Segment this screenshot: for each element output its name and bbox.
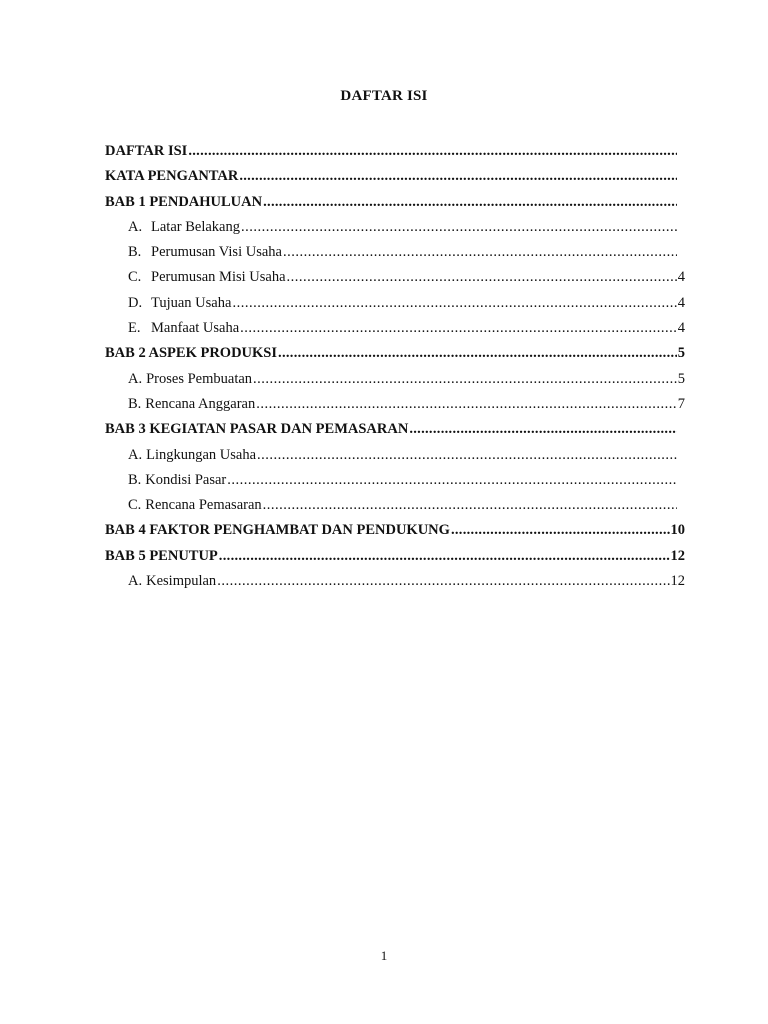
page-number: 1 (380, 948, 388, 963)
dot-leader (257, 447, 677, 464)
toc-subsection-entry (105, 371, 685, 396)
toc-entry-marker: B. (128, 395, 142, 412)
toc-chapter-entry (105, 548, 685, 573)
toc-subsection-entry (105, 219, 685, 244)
toc-entry-label-group (105, 345, 277, 362)
toc-entry-marker: A. (128, 573, 143, 590)
table-of-contents (105, 143, 685, 598)
toc-entry-label: Kesimpulan (146, 573, 217, 590)
toc-entry-page-number: 4 (677, 320, 685, 337)
toc-subsection-entry (105, 497, 685, 522)
toc-entry-label-group (105, 371, 252, 388)
dot-leader (217, 573, 669, 590)
toc-entry-label-group (105, 143, 187, 160)
toc-entry-label-group (105, 396, 255, 413)
toc-entry-page-number: 12 (670, 573, 685, 590)
toc-entry-label-group (105, 295, 231, 312)
toc-entry-page-number: 4 (677, 294, 685, 311)
toc-entry-label: Perumusan Misi Usaha (151, 269, 286, 286)
toc-subsection-entry (105, 573, 685, 598)
toc-subsection-entry (105, 396, 685, 421)
toc-entry-label-group (105, 522, 450, 539)
dot-leader (263, 194, 677, 211)
toc-entry-page-number: 5 (677, 345, 685, 362)
toc-entry-marker: E. (128, 320, 141, 337)
toc-entry-page-number: 4 (677, 269, 685, 286)
toc-entry-label: Proses Pembuatan (146, 370, 253, 387)
toc-entry-label: Rencana Anggaran (145, 395, 256, 412)
toc-entry-marker: A. (128, 218, 143, 235)
toc-entry-marker: A. (128, 370, 143, 387)
toc-subsection-entry (105, 447, 685, 472)
toc-entry-page-number: 5 (677, 370, 685, 387)
toc-entry-label: Rencana Pemasaran (145, 497, 262, 514)
dot-leader (188, 143, 677, 160)
toc-entry-marker: D. (128, 294, 143, 311)
toc-entry-label-group (105, 320, 239, 337)
toc-entry-label: BAB 5 PENUTUP (105, 547, 218, 564)
toc-entry-label: Tujuan Usaha (151, 294, 232, 311)
toc-entry-label: KATA PENGANTAR (105, 168, 239, 185)
toc-entry-label-group (105, 447, 256, 464)
toc-entry-label-group (105, 269, 286, 286)
toc-entry-label-group (105, 194, 262, 211)
toc-entry-page-number: 10 (670, 522, 685, 539)
dot-leader (240, 320, 677, 337)
toc-chapter-entry (105, 194, 685, 219)
dot-leader (232, 295, 676, 312)
document-title: DAFTAR ISI (340, 88, 428, 104)
toc-entry-label: BAB 3 KEGIATAN PASAR DAN PEMASARAN (105, 421, 409, 438)
dot-leader (278, 345, 677, 362)
dot-leader (287, 269, 677, 286)
toc-entry-page-number: 12 (670, 547, 685, 564)
toc-chapter-entry (105, 345, 685, 370)
toc-entry-marker: A. (128, 446, 143, 463)
dot-leader (241, 219, 677, 236)
dot-leader (451, 522, 670, 539)
toc-subsection-entry (105, 472, 685, 497)
toc-entry-label-group (105, 219, 240, 236)
dot-leader (409, 421, 677, 438)
toc-chapter-entry (105, 168, 685, 193)
toc-entry-label: BAB 4 FAKTOR PENGHAMBAT DAN PENDUKUNG (105, 522, 450, 539)
dot-leader (283, 244, 677, 261)
dot-leader (219, 548, 670, 565)
toc-entry-label: Manfaat Usaha (151, 320, 240, 337)
toc-entry-label-group (105, 472, 226, 489)
toc-entry-label: Lingkungan Usaha (146, 446, 257, 463)
toc-chapter-entry (105, 143, 685, 168)
toc-entry-marker: B. (128, 244, 142, 261)
toc-chapter-entry (105, 421, 685, 446)
toc-entry-label: DAFTAR ISI (105, 143, 188, 159)
toc-entry-marker: C. (128, 269, 142, 286)
toc-entry-label: BAB 2 ASPEK PRODUKSI (105, 345, 278, 362)
toc-subsection-entry (105, 295, 685, 320)
dot-leader (239, 168, 677, 185)
toc-entry-page-number: 7 (677, 395, 685, 412)
dot-leader (253, 371, 677, 388)
toc-entry-label: BAB 1 PENDAHULUAN (105, 193, 263, 210)
toc-entry-label-group (105, 244, 282, 261)
dot-leader (263, 497, 677, 514)
toc-entry-marker: B. (128, 471, 142, 488)
toc-subsection-entry (105, 320, 685, 345)
toc-subsection-entry (105, 244, 685, 269)
toc-entry-label-group (105, 497, 262, 514)
toc-entry-label: Perumusan Visi Usaha (151, 244, 282, 261)
toc-entry-label-group (105, 421, 408, 438)
toc-entry-label-group (105, 168, 238, 185)
toc-entry-label: Latar Belakang (151, 218, 240, 235)
toc-chapter-entry (105, 522, 685, 547)
toc-entry-marker: C. (128, 497, 142, 514)
dot-leader (256, 396, 677, 413)
toc-subsection-entry (105, 269, 685, 294)
toc-entry-label: Kondisi Pasar (145, 471, 227, 488)
toc-entry-label-group (105, 548, 218, 565)
toc-entry-label-group (105, 573, 216, 590)
dot-leader (227, 472, 677, 489)
